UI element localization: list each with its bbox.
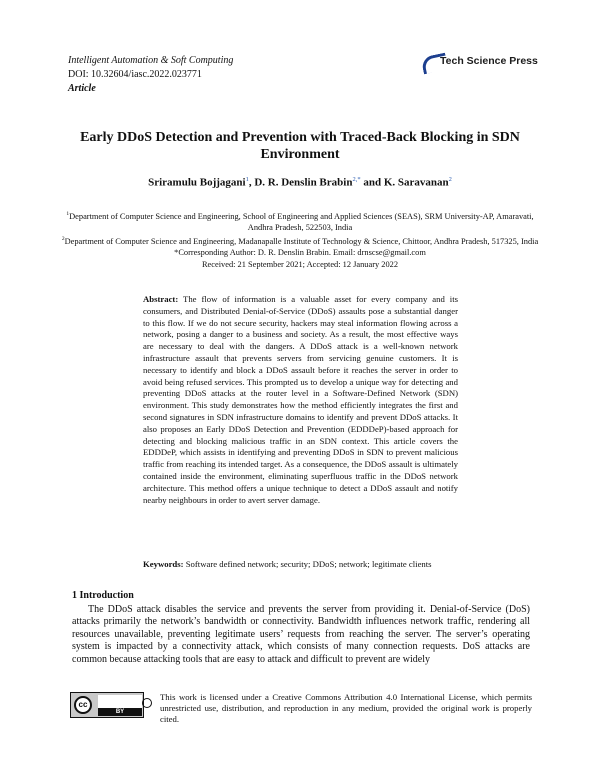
attribution-person-icon [142,698,152,708]
corresponding-author: *Corresponding Author: D. R. Denslin Brabin. Email: drnscse@gmail.com [174,248,426,258]
keywords-label: Keywords: [143,559,184,569]
cc-icon: cc [74,696,92,714]
license-text: This work is licensed under a Creative Commons Attribution 4.0 International License, which permits unrestricted use, distribution, and reproduction in any medium, provided the original work is properly cited. [160,692,532,725]
publisher-logo [428,52,538,72]
keywords [143,559,463,569]
affiliation-item [60,234,540,247]
author-name: Sriramulu Bojjagani [148,176,246,189]
affiliations [60,209,540,270]
abstract [143,294,458,506]
author-separator: and [360,176,384,189]
abstract-text: The flow of information is a valuable asset for every company and its consumers, and Distributed Denial-of-Service (DDoS) assaults pose a substantial danger to this flow. If we do not secure security, hackers may steal information flowing across a network, posing a danger to a business and society. As a result, the most effective ways are necessary to deal with the dangers. A DDoS attack is a well-known network infrastructure assault that prevents servers from servicing genuine customers. It is necessary to identify and block a DDoS assault before it reaches the server in order to avoid being refused services. This prompted us to develop a unique way for detecting and preventing DDoS attacks at the router level in a Software-Defined Network (SDN) environment. This study demonstrates how the method efficiently integrates the first and second signatures in SDN infrastructure domains to identify and prevent DDoS attacks. It also proposes an Early DDoS Detection and Prevention (EDDDeP)-based approach for detecting and blocking malicious traffic in an SDN context. This article covers the EDDDeP, which assists in identifying and preventing DDoS in SDN to prevent malicious traffic from reaching its intended target. As a consequence, the DDoS assault is ultimately contained inside the environment, eliminating superfluous traffic in the DDoS network architecture. This method offers a unique technique to detect a DDoS assault and notify nearby neighbours in order to avert server damage. [143,294,459,505]
affiliation-text: Department of Computer Science and Engineering, School of Engineering and Applied Sciences (SEAS), SRM University-AP, Amaravati, Andhra Pradesh, 522503, India [69,211,534,233]
affiliation-mark: 1 [66,211,70,217]
author-separator: , [248,176,255,189]
paper-title: Early DDoS Detection and Prevention with Traced-Back Blocking in SDN Environment [80,130,520,162]
affiliation-item [60,209,540,234]
by-badge-top [98,695,142,708]
journal-name: Intelligent Automation & Soft Computing [68,55,234,66]
by-label: BY [98,708,142,716]
affiliation-mark: 2 [61,235,65,242]
author-name: K. Saravanan [383,176,449,189]
publisher-name: Tech Science Press [440,55,538,67]
author-list [60,176,540,189]
author-affil-mark[interactable]: 2,* [352,176,361,183]
introduction-paragraph: The DDoS attack disables the service and prevents the server from providing it. Denial-of-Service (DoS) attacks primarily the network’s bandwidth or connectivity. Bandwidth influences network traffic, rendering all resources unavailable, preventing legitimate users’ requests from reaching the server. The server’s operating system is impacted by a connectivity attack, which consists of many connection requests. DoS attacks are common because attacking tools that are easy to attack and difficult to prevent are widely [72,604,530,665]
cc-by-license-badge[interactable] [70,692,144,718]
affiliation-text: Department of Computer Science and Engineering, Madanapalle Institute of Technology & Science, Chittoor, Andhra Pradesh, 517325, India [64,236,539,246]
section-heading-introduction: 1 Introduction [72,590,134,601]
doi: DOI: 10.32604/iasc.2022.023771 [68,69,202,80]
article-type: Article [68,83,96,94]
author-name: D. R. Denslin Brabin [254,176,353,189]
author-affil-mark[interactable]: 2 [448,176,452,183]
keywords-text: Software defined network; security; DDoS; network; legitimate clients [185,559,432,569]
abstract-label: Abstract: [143,294,179,304]
author-affil-mark[interactable]: 1 [245,176,249,183]
received-accepted-dates: Received: 21 September 2021; Accepted: 12 January 2022 [201,259,399,269]
